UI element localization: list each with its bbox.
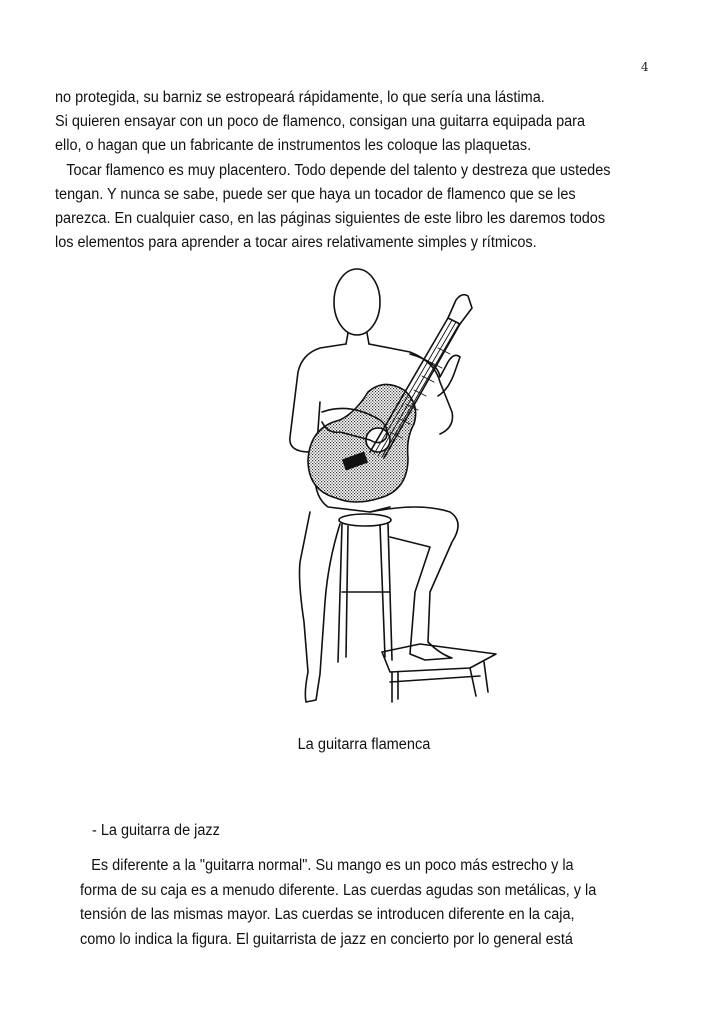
text-line: no protegida, su barniz se estropeará rápidamente, lo que sería una lástima. bbox=[55, 89, 545, 106]
text-line: como lo indica la figura. El guitarrista de jazz en concierto por lo general está bbox=[80, 930, 573, 948]
jazz-guitar-paragraph bbox=[80, 854, 644, 952]
left-arm bbox=[410, 354, 460, 396]
text-line: forma de su caja es a menudo diferente. Las cuerdas agudas son metálicas, y la bbox=[80, 881, 597, 899]
text-line: parezca. En cualquier caso, en las páginas siguientes de este libro les daremos todos bbox=[55, 210, 606, 228]
text-line: Es diferente a la "guitarra normal". Su mango es un poco más estrecho y la bbox=[91, 857, 574, 874]
head-shape bbox=[334, 269, 380, 335]
stool-seat bbox=[339, 514, 391, 526]
guitarist-illustration-icon bbox=[270, 262, 520, 717]
text-line: Si quieren ensayar con un poco de flamenco, consigan una guitarra equipada para bbox=[55, 113, 586, 131]
footstool bbox=[382, 644, 496, 702]
intro-paragraphs bbox=[55, 86, 647, 255]
stool-legs bbox=[338, 524, 392, 662]
text-line: ello, o hagan que un fabricante de instrumentos les coloque las plaquetas. bbox=[55, 137, 532, 155]
page-number: 4 bbox=[641, 60, 649, 74]
left-leg bbox=[300, 512, 341, 702]
guitarist-figure bbox=[270, 262, 520, 717]
text-line: tensión de las mismas mayor. Las cuerdas se introducen diferente en la caja, bbox=[80, 906, 575, 924]
section-heading: - La guitarra de jazz bbox=[92, 822, 220, 839]
right-leg bbox=[370, 507, 458, 660]
text-line: Tocar flamenco es muy placentero. Todo depende del talento y destreza que ustedes bbox=[66, 161, 611, 179]
text-line: tengan. Y nunca se sabe, puede ser que haya un tocador de flamenco que se les bbox=[55, 185, 576, 203]
figure-caption: La guitarra flamenca bbox=[297, 736, 431, 753]
text-line: los elementos para aprender a tocar aires relativamente simples y rítmicos. bbox=[55, 234, 537, 252]
